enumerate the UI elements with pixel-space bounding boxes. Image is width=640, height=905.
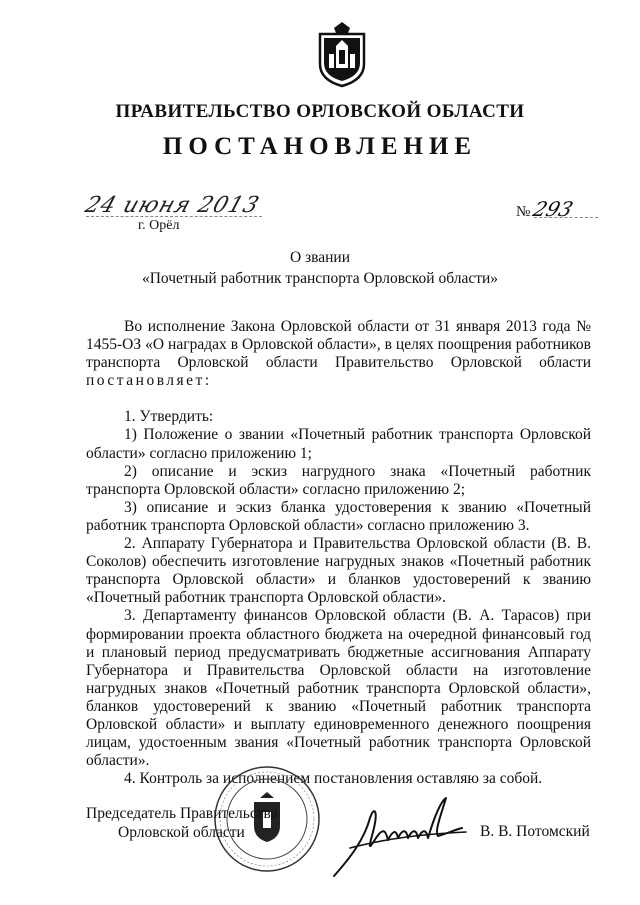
decree-date: 24 июня 2013 [81, 193, 263, 218]
handwritten-signature-icon [330, 788, 470, 880]
item-1-subitem-1: 1) Положение о звании «Почетный работник транспорта Орловской области» согласно приложению 1; [86, 426, 591, 462]
item-1-subitem-2: 2) описание и эскиз нагрудного знака «Почетный работник транспорта Орловской области» согласно приложению 2; [86, 462, 591, 498]
number-value: 293 [530, 197, 577, 221]
decree-subject [0, 247, 640, 289]
orel-region-coat-of-arms-icon [316, 20, 368, 88]
government-title: ПРАВИТЕЛЬСТВО ОРЛОВСКОЙ ОБЛАСТИ [115, 101, 525, 122]
signatory-title [86, 805, 278, 842]
subject-line-1: О звании [289, 249, 351, 266]
signatory-title-line-2: Орловской области [118, 823, 245, 841]
intro-text: Во исполнение Закона Орловской области от 31 января 2013 года № 1455-ОЗ «О наградах в Орловской области», в целях поощрения работников транспорта Орловской области Правительство Орловской области [86, 318, 591, 372]
city-label: г. Орёл [138, 218, 180, 233]
decree-body [86, 318, 591, 788]
number-prefix: № [516, 204, 531, 220]
signatory-title-line-1: Председатель Правительства [86, 805, 278, 822]
subject-line-2: «Почетный работник транспорта Орловской области» [141, 270, 499, 287]
item-1-subitem-3: 3) описание и эскиз бланка удостоверения к званию «Почетный работник транспорта Орловской области» согласно приложению 3. [86, 498, 591, 534]
item-3: 3. Департаменту финансов Орловской области (В. А. Тарасов) при формировании проекта областного бюджета на очередной финансовый год и плановый период предусматривать бюджетные ассигнования Аппарату Губернатора и Правительства Орловской области на изготовление нагрудных знаков «Почетный работник транспорта Орловской области», бланков удостоверений к званию «Почетный работник транспорта Орловской области» и выплату единовременного денежного поощрения лицам, удостоенным звания «Почетный работник транспорта Орловской области». [86, 607, 591, 770]
item-1: 1. Утвердить: [124, 408, 214, 426]
signatory-name: В. В. Потомский [480, 823, 590, 840]
number-underline [534, 217, 598, 218]
date-underline [86, 216, 262, 217]
item-4: 4. Контроль за исполнением постановления оставляю за собой. [124, 770, 543, 788]
intro-resolve-word: постановляет: [86, 372, 212, 390]
item-2: 2. Аппарату Губернатора и Правительства Орловской области (В. В. Соколов) обеспечить изготовление нагрудных знаков «Почетный работник транспорта Орловской области» и бланков удостоверений к званию «Почетный работник транспорта Орловской области». [86, 535, 591, 607]
intro-paragraph [86, 318, 591, 390]
document-type-title: ПОСТАНОВЛЕНИЕ [162, 133, 478, 160]
